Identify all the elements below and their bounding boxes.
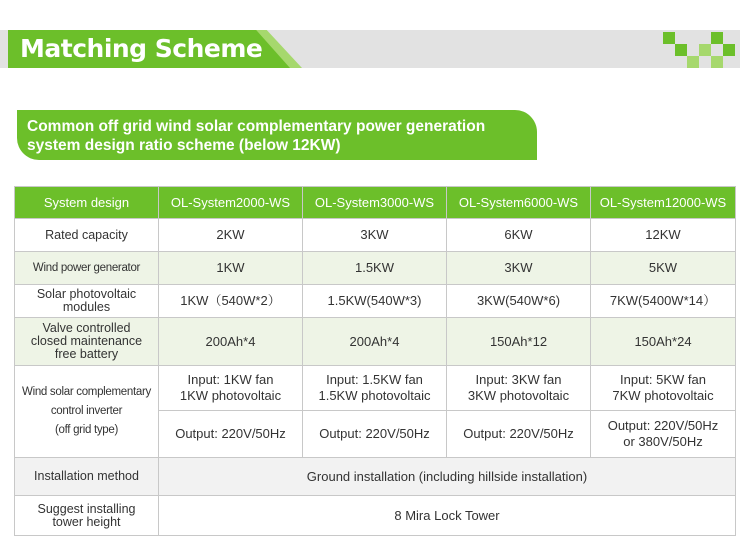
- table-cell: 1KW: [159, 252, 303, 285]
- table-cell: 150Ah*24: [591, 318, 736, 366]
- table-cell: 8 Mira Lock Tower: [159, 496, 736, 536]
- table-cell: 5KW: [591, 252, 736, 285]
- row-label: Rated capacity: [15, 219, 159, 252]
- table-cell: [447, 366, 591, 411]
- table-cell: 6KW: [447, 219, 591, 252]
- table-row: [15, 496, 736, 536]
- cell-line: Input: 5KW fan: [620, 372, 706, 387]
- subtitle-line-2: system design ratio scheme (below 12KW): [27, 137, 341, 154]
- table-header-row: [15, 187, 736, 219]
- scheme-table: [14, 186, 736, 536]
- cell-line: Input: 3KW fan: [475, 372, 562, 387]
- table-cell: [591, 366, 736, 411]
- table-cell: [159, 366, 303, 411]
- row-label-line: tower height: [52, 514, 121, 529]
- table-row: [15, 252, 736, 285]
- subtitle-line-1: Common off grid wind solar complementary power generation: [27, 118, 486, 135]
- table-cell: 3KW: [447, 252, 591, 285]
- row-label: [15, 285, 159, 318]
- row-label-line: free battery: [54, 347, 119, 361]
- row-label-line: closed maintenance: [30, 334, 143, 348]
- table-cell: 200Ah*4: [159, 318, 303, 366]
- table-row: [15, 458, 736, 496]
- cell-line: Input: 1KW fan: [187, 372, 274, 387]
- row-label-line: modules: [62, 300, 111, 314]
- table-cell: 1.5KW: [303, 252, 447, 285]
- cell-line: 3KW photovoltaic: [467, 388, 570, 403]
- cell-line: Input: 1.5KW fan: [326, 372, 423, 387]
- cell-line: or 380V/50Hz: [623, 434, 703, 449]
- column-header: OL-System6000-WS: [447, 187, 591, 219]
- row-label: [15, 366, 159, 458]
- table-cell: 3KW: [303, 219, 447, 252]
- column-header: System design: [15, 187, 159, 219]
- row-label-line: Wind solar complementary: [22, 386, 151, 398]
- row-label-line: Suggest installing: [37, 501, 136, 516]
- table-row: [15, 285, 736, 318]
- table-cell: Output: 220V/50Hz: [159, 411, 303, 458]
- cell-line: 1KW photovoltaic: [179, 388, 282, 403]
- row-label: Wind power generator: [15, 252, 159, 285]
- table-cell: 1KW（540W*2）: [159, 285, 303, 318]
- table-cell: Output: 220V/50Hz: [447, 411, 591, 458]
- table-cell: 1.5KW(540W*3): [303, 285, 447, 318]
- cell-line: Output: 220V/50Hz: [607, 418, 719, 433]
- row-label-line: Valve controlled: [42, 321, 131, 335]
- column-header: OL-System2000-WS: [159, 187, 303, 219]
- column-header: OL-System12000-WS: [591, 187, 736, 219]
- table-row: [15, 366, 736, 411]
- table-row: [15, 318, 736, 366]
- row-label-line: control inverter: [50, 405, 123, 417]
- table-cell: Output: 220V/50Hz: [303, 411, 447, 458]
- table-cell: 2KW: [159, 219, 303, 252]
- table-cell: 3KW(540W*6): [447, 285, 591, 318]
- page-title: Matching Scheme: [20, 34, 263, 63]
- row-label: [15, 496, 159, 536]
- table-cell: 12KW: [591, 219, 736, 252]
- row-label: [15, 318, 159, 366]
- column-header: OL-System3000-WS: [303, 187, 447, 219]
- table-cell: 7KW(5400W*14）: [591, 285, 736, 318]
- table-cell: [303, 366, 447, 411]
- table-cell: 200Ah*4: [303, 318, 447, 366]
- row-label-line: Solar photovoltaic: [36, 287, 137, 301]
- section-subtitle: [17, 110, 537, 160]
- table-row: [15, 219, 736, 252]
- table-cell: Ground installation (including hillside installation): [159, 458, 736, 496]
- table-cell: 150Ah*12: [447, 318, 591, 366]
- row-label-line: (off grid type): [54, 424, 119, 436]
- table-cell: [591, 411, 736, 458]
- cell-line: 7KW photovoltaic: [612, 388, 714, 403]
- cell-line: 1.5KW photovoltaic: [318, 388, 431, 403]
- row-label: Installation method: [15, 458, 159, 496]
